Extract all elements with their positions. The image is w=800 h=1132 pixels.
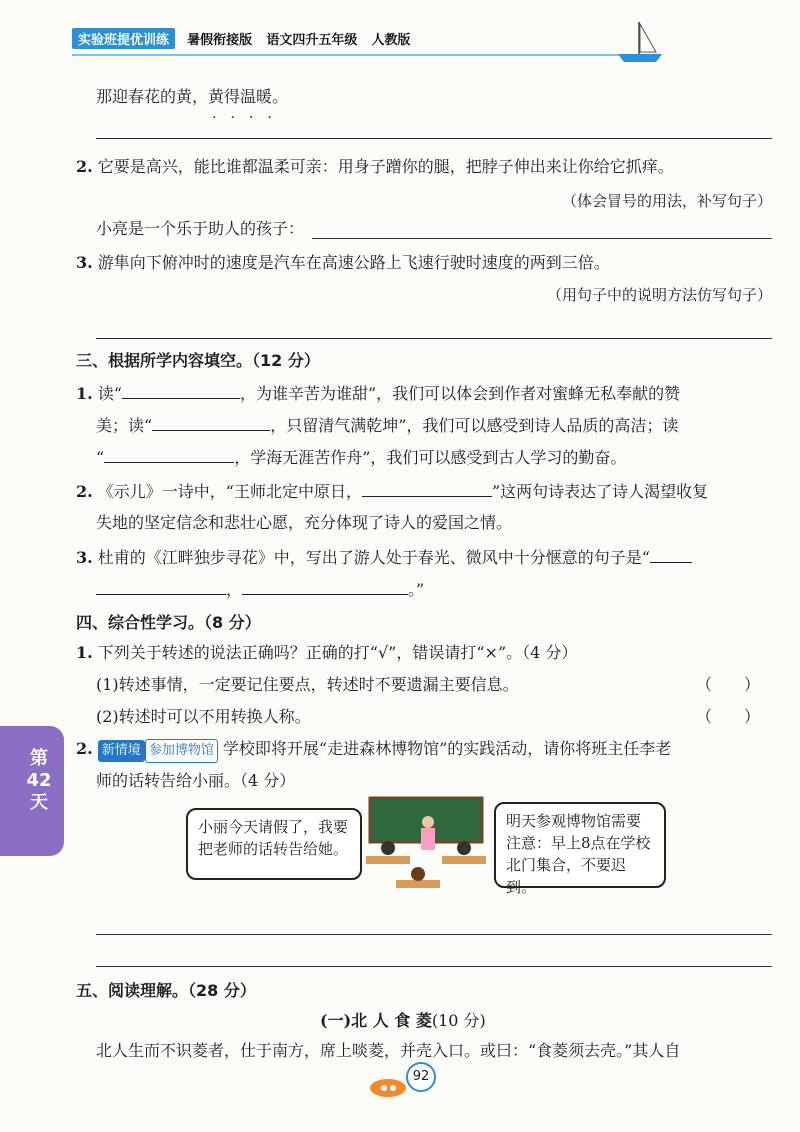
question-2 <box>76 156 674 178</box>
series-logo: 实验班提优训练 <box>72 28 175 49</box>
sailboat-icon <box>612 18 666 66</box>
item-number: 1. <box>76 384 93 403</box>
question-3-hint: （用句子中的说明方法仿写句子） <box>546 286 772 304</box>
question-number: 2. <box>76 157 93 176</box>
text: 。” <box>408 580 425 599</box>
item-number: 3. <box>76 548 93 567</box>
text: ，为谁辛苦为谁甜”，我们可以体会到作者对蜜蜂无私奉献的赞 <box>239 384 681 403</box>
speech-bubble-right: 明天参观博物馆需要注意：早上8点在学校北门集合，不要迟到。 <box>494 802 666 888</box>
answer-line-q2[interactable] <box>312 238 772 239</box>
text: 下列关于转述的说法正确吗？正确的打“√”，错误请打“×”。（4 分） <box>97 643 578 662</box>
section-5-title: 五、阅读理解。（28 分） <box>76 981 256 1000</box>
text: 读“ <box>97 384 122 403</box>
question-number: 3. <box>76 253 93 272</box>
fill-blank[interactable] <box>104 446 234 463</box>
section-4-item-2-line-2: 师的话转告给小丽。（4 分） <box>96 771 296 790</box>
answer-paren-1[interactable]: （ ） <box>696 675 761 694</box>
section-3-item-1-line-1 <box>76 382 680 405</box>
fill-blank[interactable] <box>122 382 240 399</box>
emphasis-dots: ···· <box>212 110 286 126</box>
text: 美；读“ <box>96 416 153 435</box>
edition-label: 暑假衔接版 <box>187 33 253 48</box>
section-3-item-1-line-2 <box>96 414 678 437</box>
section-3-item-3-line-2 <box>96 578 424 601</box>
fill-blank[interactable] <box>152 414 270 431</box>
passage-heading: (一)北 人 食 菱 <box>320 1011 432 1030</box>
classroom-illustration <box>362 796 490 896</box>
section-3-item-2-line-2: 失地的坚定信念和悲壮心愿，充分体现了诗人的爱国之情。 <box>96 513 513 532</box>
fill-blank[interactable] <box>362 480 492 497</box>
section-3-item-1-line-3 <box>96 446 626 469</box>
page-number: 92 <box>406 1062 436 1092</box>
statement-1: (1)转述事情，一定要记住要点，转述时不要遗漏主要信息。 <box>96 675 519 694</box>
text: “ <box>96 448 105 467</box>
page-header <box>72 28 420 49</box>
fill-blank[interactable] <box>650 546 692 563</box>
question-text: 它要是高兴，能比谁都温柔可亲：用身子蹭你的腿，把脖子伸出来让你给它抓痒。 <box>97 157 674 176</box>
question-2-hint: （体会冒号的用法，补写句子） <box>561 192 772 210</box>
question-2-prompt: 小亮是一个乐于助人的孩子： <box>96 219 305 238</box>
section-4-item-2-line-1 <box>76 738 671 763</box>
fill-blank[interactable] <box>96 578 226 595</box>
section-3-item-2-line-1 <box>76 480 708 503</box>
passage-text: 北人生而不识菱者，仕于南方，席上啖菱，并壳入口。或曰：“食菱须去壳。”其人自 <box>96 1041 681 1060</box>
submarine-icon <box>366 1070 410 1100</box>
speech-bubble-left: 小丽今天请假了，我要把老师的话转告给她。 <box>186 808 362 880</box>
answer-paren-2[interactable]: （ ） <box>696 707 761 726</box>
q1-tail-text: 那迎春花的黄，黄得温暖。 <box>96 87 289 106</box>
section-4-item-1 <box>76 642 577 664</box>
answer-line-q3[interactable] <box>96 338 772 339</box>
question-text: 游隼向下俯冲时的速度是汽车在高速公路上飞速行驶时速度的两到三倍。 <box>97 253 610 272</box>
text: ，学海无涯苦作舟”，我们可以感受到古人学习的勤奋。 <box>234 448 627 467</box>
section-3-item-3-line-1 <box>76 546 692 569</box>
section-4-title: 四、综合性学习。（8 分） <box>76 613 261 632</box>
header-divider <box>72 54 632 56</box>
answer-line-2[interactable] <box>96 966 772 967</box>
fill-blank[interactable] <box>242 578 408 595</box>
text: ， <box>226 580 243 599</box>
passage-title <box>320 1010 486 1032</box>
day-label: 第42天 <box>26 748 52 813</box>
item-number: 2. <box>76 739 93 758</box>
text: ”这两句诗表达了诗人渴望收复 <box>491 482 709 501</box>
text: 《示儿》一诗中，“王师北定中原日， <box>97 482 362 501</box>
publisher-label: 人教版 <box>371 33 411 48</box>
item-number: 2. <box>76 482 93 501</box>
topic-tag: 参加博物馆 <box>145 739 218 763</box>
section-3-title: 三、根据所学内容填空。（12 分） <box>76 351 320 370</box>
text: 学校即将开展“走进森林博物馆”的实践活动，请你将班主任李老 <box>222 739 672 758</box>
answer-line-1[interactable] <box>96 934 772 935</box>
item-number: 1. <box>76 643 93 662</box>
text: ，只留清气满乾坤”，我们可以感受到诗人品质的高洁；读 <box>270 416 679 435</box>
grade-label: 语文四升五年级 <box>266 33 358 48</box>
statement-2: (2)转述时可以不用转换人称。 <box>96 707 311 726</box>
new-context-tag: 新情境 <box>98 740 145 762</box>
text: 杜甫的《江畔独步寻花》中，写出了游人处于春光、微风中十分惬意的句子是“ <box>97 548 650 567</box>
answer-line-q1[interactable] <box>96 138 772 139</box>
question-3 <box>76 252 610 274</box>
passage-score: (10 分) <box>431 1011 486 1030</box>
